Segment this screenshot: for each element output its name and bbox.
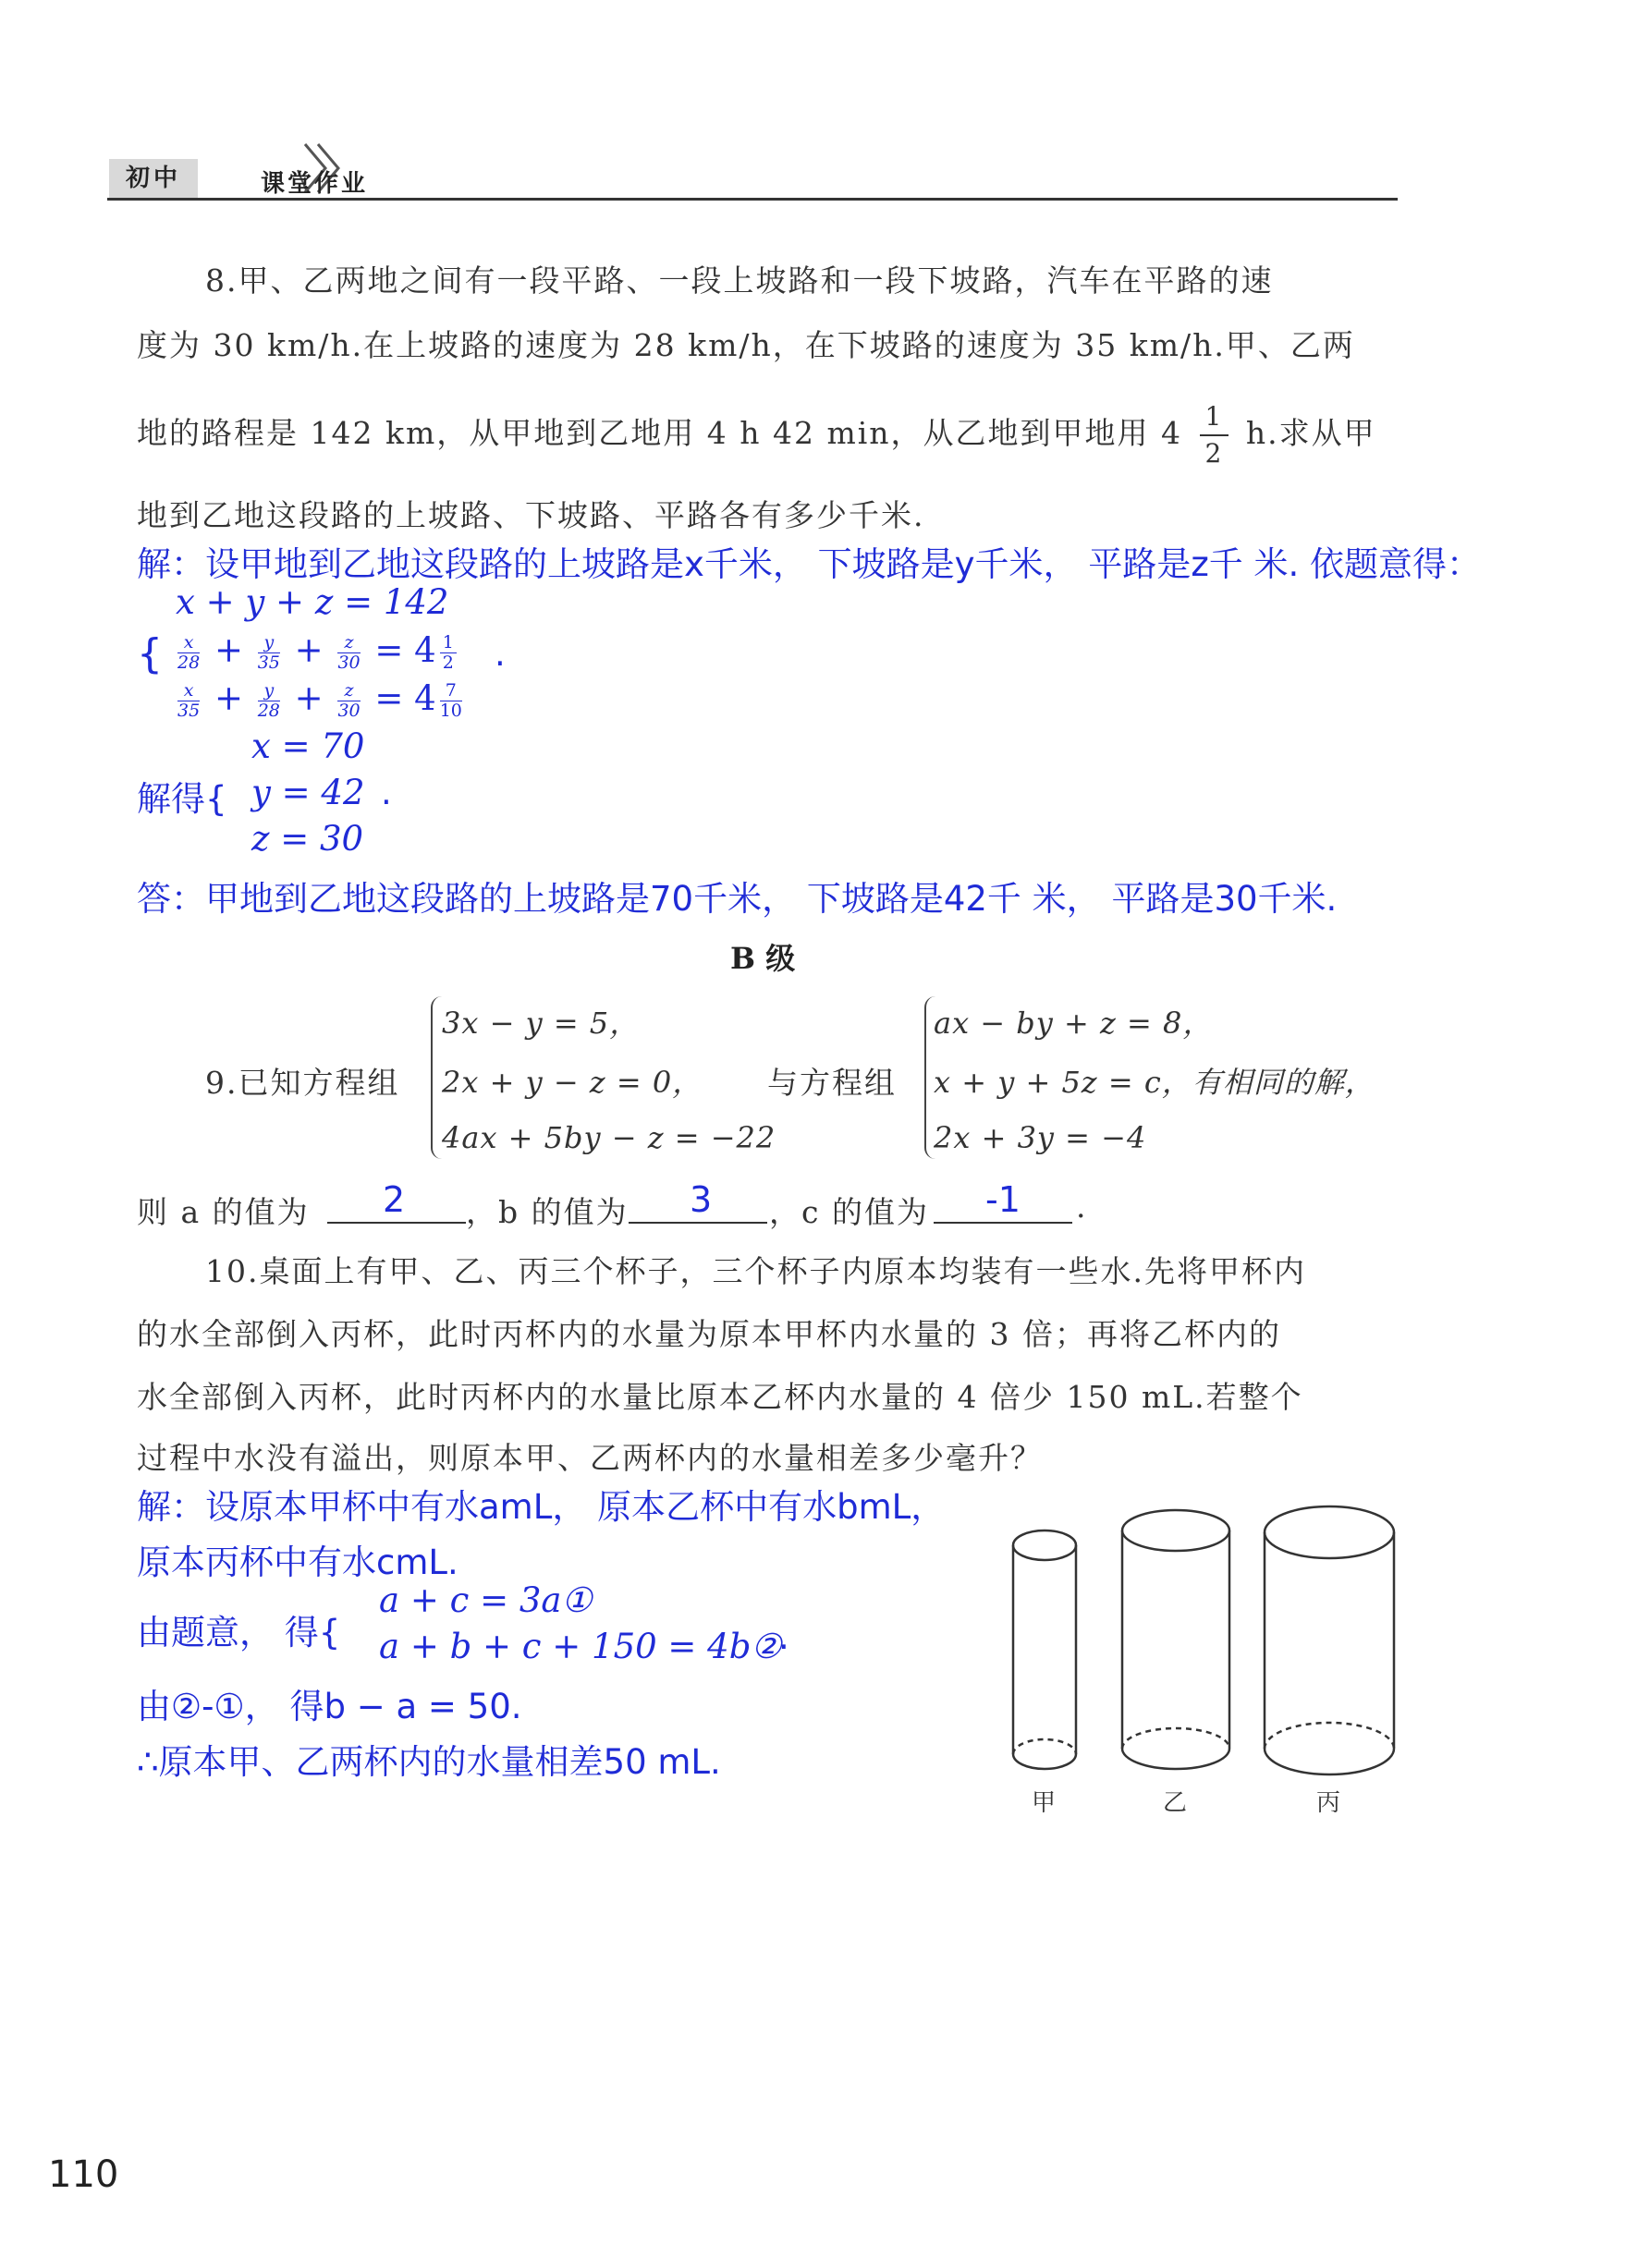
q9-answer-b: 3	[690, 1179, 713, 1220]
sol8-answer: 答：甲地到乙地这段路的上坡路是70千米， 下坡路是42千 米， 平路是30千米.	[137, 879, 1338, 919]
q8-fraction	[1200, 399, 1229, 471]
q9-sys1-brace	[431, 996, 442, 1159]
cups-figure	[989, 1479, 1414, 1821]
sol10-eq-b: a + b + c + 150 = 4b②	[379, 1627, 782, 1666]
q8-line-4: 地到乙地这段路的上坡路、下坡路、平路各有多少千米.	[137, 497, 925, 533]
q8-frac-num: 1	[1200, 399, 1229, 436]
sol8-eq2: $\frac{x}{28}$ + $\frac{y}{35}$ + $\frac{z}{30}$ = 4 $\frac{1}{2}$	[174, 630, 460, 673]
header-rule	[107, 198, 1398, 201]
q9-sys2-eq1: ax − by + z = 8，	[934, 1006, 1214, 1041]
sol8-z: z = 30	[251, 819, 364, 859]
q9-blank-b[interactable]	[629, 1222, 767, 1224]
q10-line-3: 水全部倒入丙杯，此时丙杯内的水量比原本乙杯内水量的 4 倍少 150 mL.若整个	[137, 1379, 1303, 1415]
sol10-line-2: 原本丙杯中有水cmL.	[137, 1542, 458, 1582]
sol8-x: x = 70	[251, 726, 365, 766]
sol10-line-1: 解：设原本甲杯中有水amL， 原本乙杯中有水bmL，	[137, 1487, 946, 1527]
q9-sys1-eq2: 2x + y − z = 0，	[442, 1065, 703, 1100]
cups-drawing	[989, 1479, 1414, 1784]
sol10-line-5: ∴原本甲、乙两杯内的水量相差50 mL.	[137, 1742, 721, 1782]
section-heading-b: B 级	[730, 941, 796, 976]
q9-line2-b: ，b 的值为	[466, 1194, 629, 1230]
cup-label-yi: 乙	[1163, 1789, 1188, 1817]
q9-line2-a: 则 a 的值为	[137, 1194, 310, 1230]
sol8-y-period: .	[381, 773, 392, 812]
page-header	[104, 139, 1398, 203]
sol10-eq-a: a + c = 3a①	[379, 1580, 593, 1620]
q9-blank-c[interactable]	[934, 1222, 1072, 1224]
cup-label-bing: 丙	[1316, 1789, 1341, 1817]
q10-line-1: 10.桌面上有甲、乙、丙三个杯子，三个杯子内原本均装有一些水.先将甲杯内	[205, 1253, 1306, 1289]
q8-line-3-text: 地的路程是 142 km，从甲地到乙地用 4 h 42 min，从乙地到甲地用 4	[137, 415, 1183, 451]
q9-sys1-eq1: 3x − y = 5，	[442, 1006, 641, 1041]
header-badge: 初中	[109, 159, 198, 198]
q8-frac-den: 2	[1204, 438, 1224, 469]
header-title: 课堂作业	[261, 170, 369, 198]
q9-blank-a[interactable]	[327, 1222, 466, 1224]
q9-prefix: 9.已知方程组	[205, 1065, 400, 1101]
sol8-solved-label: 解得{	[137, 779, 227, 819]
q8-line-2: 度为 30 km/h.在上坡路的速度为 28 km/h，在下坡路的速度为 35 km/h.甲、乙两	[137, 327, 1355, 363]
sol8-y: y = 42	[251, 773, 365, 812]
q10-line-2: 的水全部倒入丙杯，此时丙杯内的水量为原本甲杯内水量的 3 倍；再将乙杯内的	[137, 1316, 1281, 1352]
q9-sys2-eq2: x + y + 5z = c，有相同的解，	[934, 1065, 1375, 1100]
q9-sys1-eq3: 4ax + 5by − z = −22	[442, 1120, 776, 1155]
q9-answer-a: 2	[383, 1179, 406, 1220]
q8-line-1: 8.甲、乙两地之间有一段平路、一段上坡路和一段下坡路，汽车在平路的速	[205, 262, 1274, 299]
q9-line2-c: ，c 的值为	[769, 1194, 929, 1230]
sol10-eq-period: .	[778, 1617, 789, 1657]
sol8-eq1: x + y + z = 142	[176, 582, 449, 622]
q9-sys2-eq3: 2x + 3y = −4	[934, 1120, 1147, 1155]
q9-line2-end: .	[1076, 1189, 1088, 1225]
sol10-line-3-label: 由题意， 得{	[137, 1613, 341, 1652]
sol8-eq3: $\frac{x}{35}$ + $\frac{y}{28}$ + $\frac{z}{30}$ = 4 $\frac{7}{10}$	[177, 678, 462, 721]
q10-line-4: 过程中水没有溢出，则原本甲、乙两杯内的水量相差多少毫升？	[137, 1440, 1043, 1476]
sol8-period: .	[495, 634, 506, 674]
q8-line-3	[137, 399, 1376, 471]
sol8-intro: 解：设甲地到乙地这段路的上坡路是x千米， 下坡路是y千米， 平路是z千 米. 依题意得：	[137, 544, 1482, 584]
sol8-brace: {	[137, 630, 163, 677]
cup-label-jia: 甲	[1032, 1789, 1057, 1817]
q8-line-3-end: h.求从甲	[1245, 415, 1376, 451]
page-number: 110	[48, 2153, 119, 2196]
sol10-line-4: 由②-①， 得b − a = 50.	[137, 1687, 522, 1726]
q9-middle: 与方程组	[767, 1065, 897, 1101]
q9-answer-c: -1	[985, 1179, 1021, 1220]
